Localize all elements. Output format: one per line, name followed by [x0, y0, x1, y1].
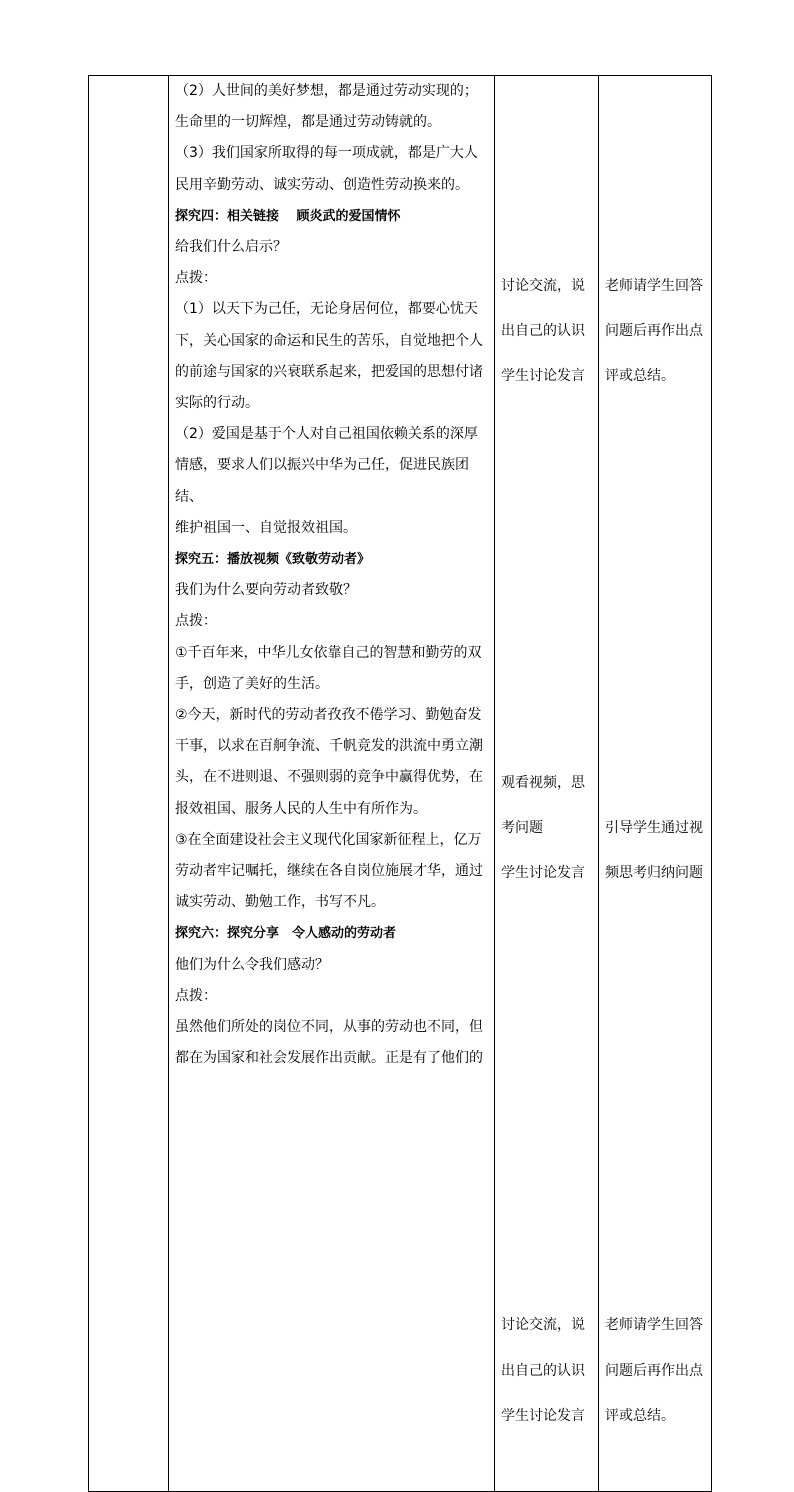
teacher-activity-line: 老师请学生回答 [605, 1317, 703, 1334]
content-line: 维护祖国一、自觉报效祖国。 [175, 519, 357, 536]
blank-line [605, 542, 707, 573]
content-line: （3）我们国家所取得的每一项成就，都是广大人 [175, 145, 478, 162]
content-line: 的前途与国家的兴衰联系起来，把爱国的思想付诸 [175, 363, 483, 380]
blank-line [605, 135, 707, 166]
content-line: 劳动者牢记嘱托，继续在各自岗位施展才华，通过 [175, 863, 483, 880]
content-line: ②今天，新时代的劳动者孜孜不倦学习、勤勉奋发 [175, 707, 482, 724]
content-line: 虽然他们所处的岗位不同，从事的劳动也不同，但 [175, 1019, 483, 1036]
content-line: （2）人世间的美好梦想，都是通过劳动实现的； [175, 83, 478, 99]
blank-line [605, 587, 707, 618]
teacher-activity-line: 老师请学生回答 [605, 277, 703, 294]
student-activity-line: 学生讨论发言 [501, 1407, 585, 1424]
student-activity-line: 讨论交流，说 [501, 277, 585, 294]
blank-line [605, 1265, 707, 1296]
blank-line [605, 904, 707, 935]
teacher-activity-line: 问题后再作出点 [605, 1362, 703, 1379]
blank-line [501, 90, 594, 121]
blank-line [501, 1084, 594, 1115]
content-line: 都在为国家和社会发展作出贡献。正是有了他们的 [175, 1050, 483, 1067]
blank-line [605, 768, 707, 799]
blank-line [501, 994, 594, 1025]
blank-line [605, 1130, 707, 1161]
section-heading: 探究五：播放视频《致敬劳动者》 [175, 552, 371, 568]
blank-line [605, 180, 707, 211]
blank-line [605, 1039, 707, 1070]
student-activity-line: 出自己的认识 [501, 323, 585, 340]
blank-line [501, 180, 594, 211]
blank-line [501, 406, 594, 437]
section-column [89, 76, 169, 1492]
blank-line [501, 1039, 594, 1070]
content-line: 点拨： [175, 987, 217, 1004]
blank-line [501, 949, 594, 980]
blank-line [501, 1265, 594, 1296]
content-line: 手，创造了美好的生活。 [175, 675, 329, 692]
teacher-activity-cell [599, 90, 711, 1477]
content-cell [169, 76, 494, 1075]
content-line: 生命里的一切辉煌，都是通过劳动铸就的。 [175, 114, 441, 131]
content-line: 我们为什么要向劳动者致敬？ [175, 582, 357, 599]
blank-line [501, 587, 594, 618]
blank-line [605, 632, 707, 663]
table-row [89, 76, 712, 1492]
blank-line [501, 1130, 594, 1161]
section-heading: 探究六：探究分享 令人感动的劳动者 [175, 926, 397, 942]
blank-line [605, 1446, 707, 1477]
student-activity-line: 考问题 [501, 820, 543, 837]
blank-line [605, 678, 707, 709]
blank-line [501, 904, 594, 935]
student-activity-line: 讨论交流，说 [501, 1317, 585, 1334]
blank-line [501, 135, 594, 166]
blank-line [501, 723, 594, 754]
student-activity-line: 学生讨论发言 [501, 368, 585, 385]
content-line: 给我们什么启示？ [175, 239, 287, 256]
content-line: 诚实劳动、勤勉工作，书写不凡。 [175, 894, 385, 911]
blank-line [605, 949, 707, 980]
blank-line [501, 632, 594, 663]
blank-line [605, 406, 707, 437]
blank-line [605, 1084, 707, 1115]
student-activity-cell [495, 90, 598, 1477]
blank-line [605, 723, 707, 754]
teacher-activity-line: 频思考归纳问题 [605, 865, 703, 882]
blank-line [605, 1220, 707, 1251]
section-heading: 探究四：相关链接 顾炎武的爱国情怀 [175, 208, 401, 224]
content-line: 报效祖国、服务人民的人生中有所作为。 [175, 800, 427, 817]
blank-line [605, 452, 707, 483]
blank-line [605, 994, 707, 1025]
blank-line [501, 678, 594, 709]
content-line: 实际的行动。 [175, 395, 259, 412]
blank-line [605, 1175, 707, 1206]
content-line: 干事，以求在百舸争流、千帆竞发的洪流中勇立潮 [175, 738, 483, 755]
lesson-plan-table [88, 75, 712, 1492]
content-line: ①千百年来，中华儿女依靠自己的智慧和勤劳的双 [175, 644, 482, 661]
student-activity-column [495, 76, 599, 1492]
teacher-activity-line: 引导学生通过视 [605, 820, 703, 837]
student-activity-line: 观看视频，思 [501, 775, 585, 792]
teacher-activity-line: 问题后再作出点 [605, 323, 703, 340]
blank-line [501, 542, 594, 573]
content-line: 他们为什么令我们感动？ [175, 956, 329, 973]
content-line: 下，关心国家的命运和民生的苦乐，自觉地把个人 [175, 332, 483, 349]
teacher-activity-column [599, 76, 712, 1492]
content-column [169, 76, 495, 1492]
content-line: （1）以天下为己任，无论身居何位，都要心忧天 [175, 301, 478, 318]
student-activity-line: 学生讨论发言 [501, 865, 585, 882]
blank-line [501, 1220, 594, 1251]
blank-line [605, 226, 707, 257]
content-line: ③在全面建设社会主义现代化国家新征程上，亿万 [175, 831, 482, 848]
blank-line [501, 226, 594, 257]
blank-line [501, 1175, 594, 1206]
blank-line [501, 452, 594, 483]
teacher-activity-line: 评或总结。 [605, 1407, 675, 1424]
teacher-activity-line: 评或总结。 [605, 368, 675, 385]
content-line: 点拨： [175, 613, 217, 630]
blank-line [501, 497, 594, 528]
blank-line [605, 497, 707, 528]
content-line: （2）爱国是基于个人对自己祖国依赖关系的深厚 [175, 426, 478, 443]
student-activity-line: 出自己的认识 [501, 1362, 585, 1379]
blank-line [501, 1446, 594, 1477]
content-line: 点拨： [175, 270, 217, 287]
content-line: 情感，要求人们以振兴中华为己任，促进民族团结、 [175, 457, 469, 505]
content-line: 民用辛勤劳动、诚实劳动、创造性劳动换来的。 [175, 176, 469, 193]
blank-line [605, 90, 707, 121]
content-line: 头，在不进则退、不强则弱的竞争中赢得优势，在 [175, 769, 483, 786]
